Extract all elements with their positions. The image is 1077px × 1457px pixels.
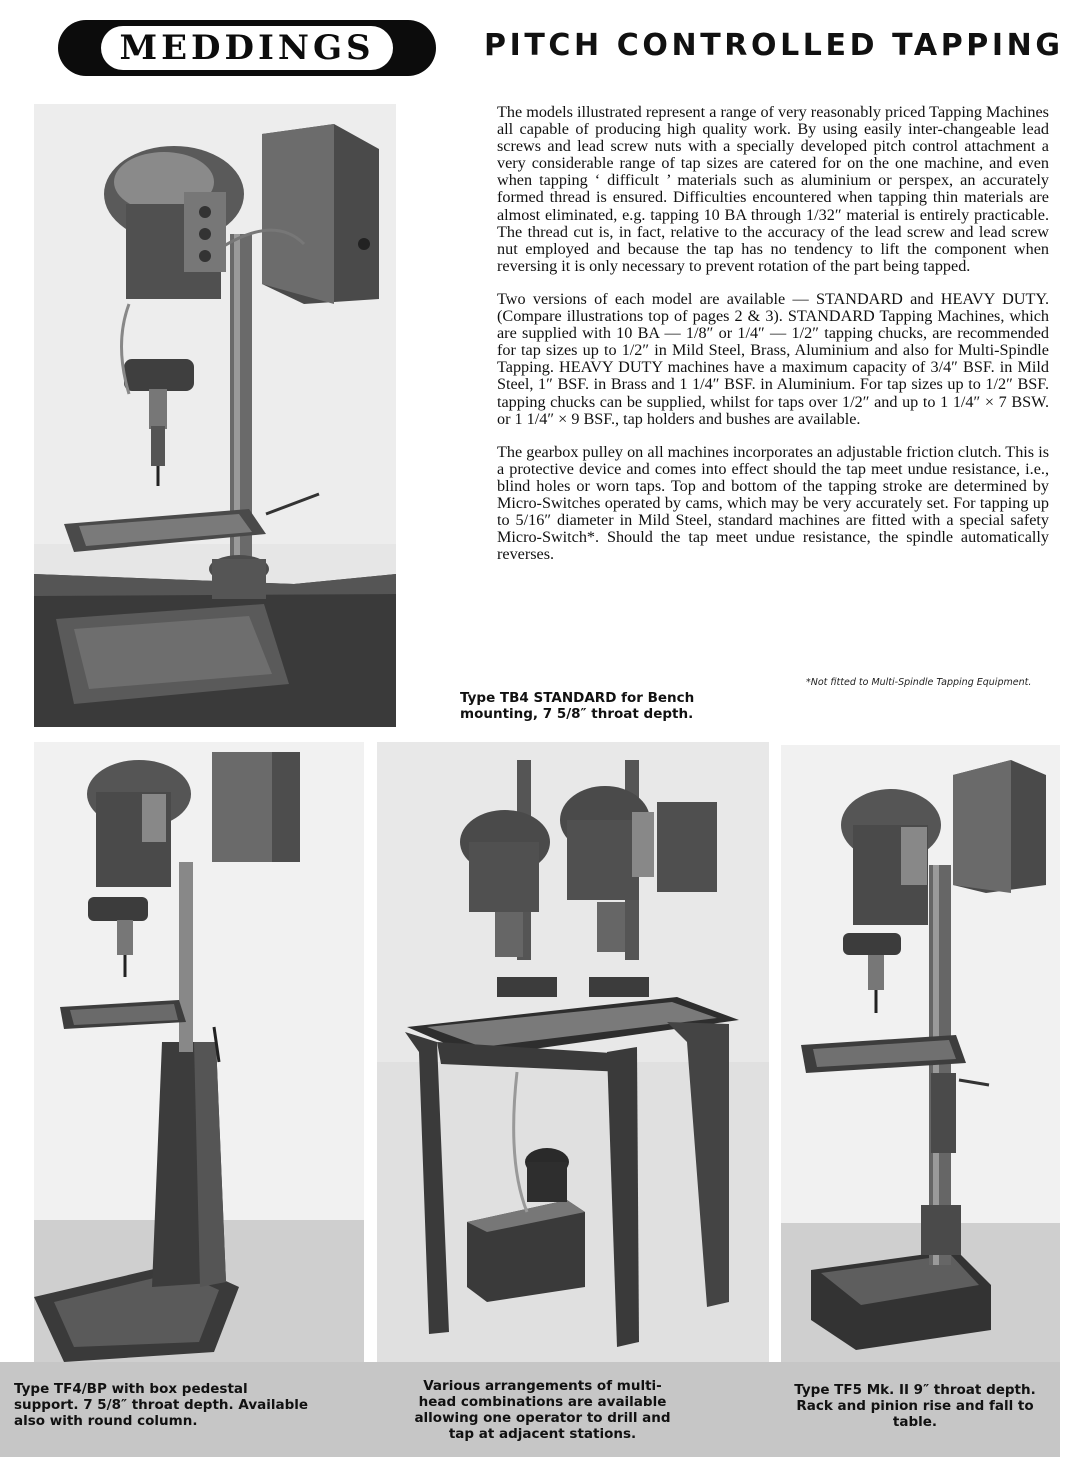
photo-tf4bp-pedestal-machine <box>34 742 364 1362</box>
caption-tf4bp: Type TF4/BP with box pedestal support. 7 5/8″ throat depth. Available also with round column. <box>14 1381 309 1429</box>
brand-name: MEDDINGS <box>101 26 392 70</box>
caption-multi-head: Various arrangements of multi-head combinations are available allowing one operator to drill and tap at adjacent stations. <box>414 1378 671 1442</box>
footnote: *Not fitted to Multi-Spindle Tapping Equipment. <box>806 677 1032 688</box>
paragraph-2: Two versions of each model are available — STANDARD and HEAVY DUTY. (Compare illustrations top of pages 2 & 3). STANDARD Tapping Machines, which are supplied with 10 BA — 1/8″ or 1/4″ — 1/2″ tapping chucks, are recommended for tap sizes up to 1/2″ in Mild Steel, Brass, Aluminium and also for Multi-Spindle Tapping. HEAVY DUTY machines have a maximum capacity of 3/4″ BSF. in Mild Steel, 1″ BSF. in Brass and 1 1/4″ BSF. in Aluminium. For tap sizes up to 1/2″ BSF. tapping chucks can be supplied, whilst for taps over 1/2″ and up to 1 1/4″ × 7 BSW. or 1 1/4″ × 9 BSF., tap holders and bushes are available. <box>497 289 1049 428</box>
description-text <box>497 104 1049 579</box>
page-title: PITCH CONTROLLED TAPPING <box>484 28 1064 63</box>
paragraph-3: The gearbox pulley on all machines incorporates an adjustable friction clutch. This is a protective device and comes into effect should the tap meet undue resistance, i.e., blind holes or worn taps. Top and bottom of the tapping stroke are determined by Micro-Switches operated by cams, which may be very accurately set. For tapping up to 5/16″ diameter in Mild Steel, standard machines are fitted with a special safety Micro-Switch*. Should the tap meet undue resistance, the spindle automatically reverses. <box>497 442 1049 564</box>
paragraph-1: The models illustrated represent a range of very reasonably priced Tapping Machines all capable of producing high quality work. By using easily inter-changeable lead screws and lead screw nuts with a specially developed pitch control attachment a very considerable range of tap sizes are catered for on the one machine, and even when tapping ‘ difficult ’ materials such as aluminium or perspex, an accurately formed thread is ensured. Difficulties encountered when tapping thin materials are almost eliminated, e.g. tapping 10 BA through 1/32″ material is entirely practicable. The thread cut is, in fact, relative to the accuracy of the lead screw and lead screw nut employed and because the tap has no tendency to lift the component when reversing it is only necessary to prevent rotation of the part being tapped. <box>497 103 1049 275</box>
photo-tf5-pillar-machine <box>781 745 1060 1362</box>
photo-tb4-bench-machine <box>34 104 396 727</box>
caption-tf5: Type TF5 Mk. II 9″ throat depth. Rack and pinion rise and fall to table. <box>794 1382 1036 1430</box>
caption-tb4: Type TB4 STANDARD for Bench mounting, 7 5/8″ throat depth. <box>460 690 695 722</box>
meddings-logo <box>58 20 436 76</box>
photo-multi-head-combination <box>377 742 769 1362</box>
